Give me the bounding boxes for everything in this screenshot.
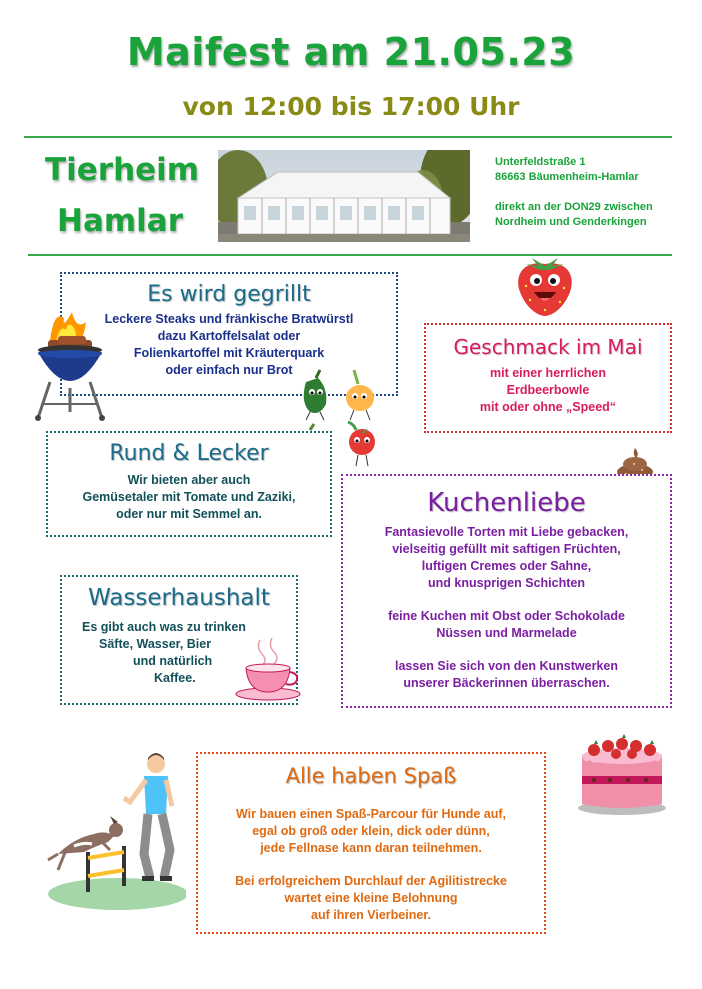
spass-para2-line2: wartet eine kleine Belohnung: [284, 891, 458, 905]
kuchen-para1-line4: und knusprigen Schichten: [428, 576, 585, 590]
wasser-line2: Säfte, Wasser, Bier: [99, 637, 212, 651]
grill-line1: Leckere Steaks und fränkische Bratwürstl: [104, 312, 354, 326]
address-line1: Unterfeldstraße 1: [495, 156, 586, 168]
rund-line3: oder nur mit Semmel an.: [116, 507, 262, 521]
tent-photo: [218, 150, 470, 242]
geschmack-box: [424, 323, 672, 433]
spass-para1-line1: Wir bauen einen Spaß-Parcour für Hunde auf,: [235, 807, 507, 821]
rund-line2: Gemüsetaler mit Tomate und Zaziki,: [82, 490, 296, 504]
wasser-heading: Wasserhaushalt: [88, 585, 270, 611]
directions-line2: Nordheim und Genderkingen: [495, 216, 647, 228]
kuchen-para1-line2: vielseitig gefüllt mit saftigen Früchten,: [392, 542, 621, 556]
kuchen-box: [341, 474, 672, 708]
spass-para1-line3: jede Fellnase kann daran teilnehmen.: [260, 841, 482, 855]
wasser-line4: Kaffee.: [154, 671, 196, 685]
kuchen-para1-line3: luftigen Cremes oder Sahne,: [421, 559, 592, 573]
directions-line1: direkt an der DON29 zwischen: [495, 201, 653, 213]
rund-heading: Rund & Lecker: [109, 441, 269, 466]
wasser-line3: und natürlich: [133, 654, 213, 668]
kuchen-para2-line2: Nüssen und Marmelade: [436, 626, 577, 640]
spass-para1-line2: egal ob groß oder klein, dick oder dünn,: [252, 824, 490, 838]
geschmack-line2: Erdbeerbowle: [506, 383, 590, 397]
kuchen-heading: Kuchenliebe: [427, 488, 586, 518]
geschmack-heading: Geschmack im Mai: [453, 335, 643, 359]
grill-line2: dazu Kartoffelsalat oder: [157, 329, 301, 343]
address-block: [495, 155, 695, 230]
kuchen-para1-line1: Fantasievolle Torten mit Liebe gebacken,: [384, 525, 629, 539]
grill-line4: oder einfach nur Brot: [165, 363, 293, 377]
wasser-line1: Es gibt auch was zu trinken: [82, 620, 246, 634]
grill-heading: Es wird gegrillt: [147, 282, 311, 307]
page-subtitle: von 12:00 bis 17:00 Uhr: [182, 92, 520, 121]
spass-heading: Alle haben Spaß: [285, 764, 457, 788]
grill-icon: [28, 300, 108, 422]
cake-icon: [576, 732, 668, 816]
kuchen-para3-line1: lassen Sie sich von den Kunstwerken: [395, 659, 618, 673]
spass-para2-line3: auf ihren Vierbeiner.: [311, 908, 431, 922]
grill-line3: Folienkartoffel mit Kräuterquark: [133, 346, 325, 360]
geschmack-line1: mit einer herrlichen: [489, 366, 606, 380]
location-name-line1: Tierheim: [45, 152, 200, 188]
strawberry-icon: [512, 250, 578, 318]
rund-box: [46, 431, 332, 537]
spass-para2-line1: Bei erfolgreichem Durchlauf der Agilitistrecke: [235, 874, 507, 888]
page-title: Maifest am 21.05.23: [126, 30, 576, 74]
rund-line1: Wir bieten aber auch: [127, 473, 251, 487]
location-name-line2: Hamlar: [57, 203, 183, 239]
spass-box: [196, 752, 546, 934]
kuchen-para2-line1: feine Kuchen mit Obst oder Schokolade: [388, 609, 625, 623]
geschmack-line3: mit oder ohne „Speed“: [479, 400, 617, 414]
teacup-icon: [232, 636, 304, 702]
address-line2: 86663 Bäumenheim-Hamlar: [495, 171, 639, 183]
divider-top: [24, 136, 672, 138]
dog-agility-icon: [44, 750, 186, 912]
kuchen-para3-line2: unserer Bäckerinnen überraschen.: [403, 676, 610, 690]
